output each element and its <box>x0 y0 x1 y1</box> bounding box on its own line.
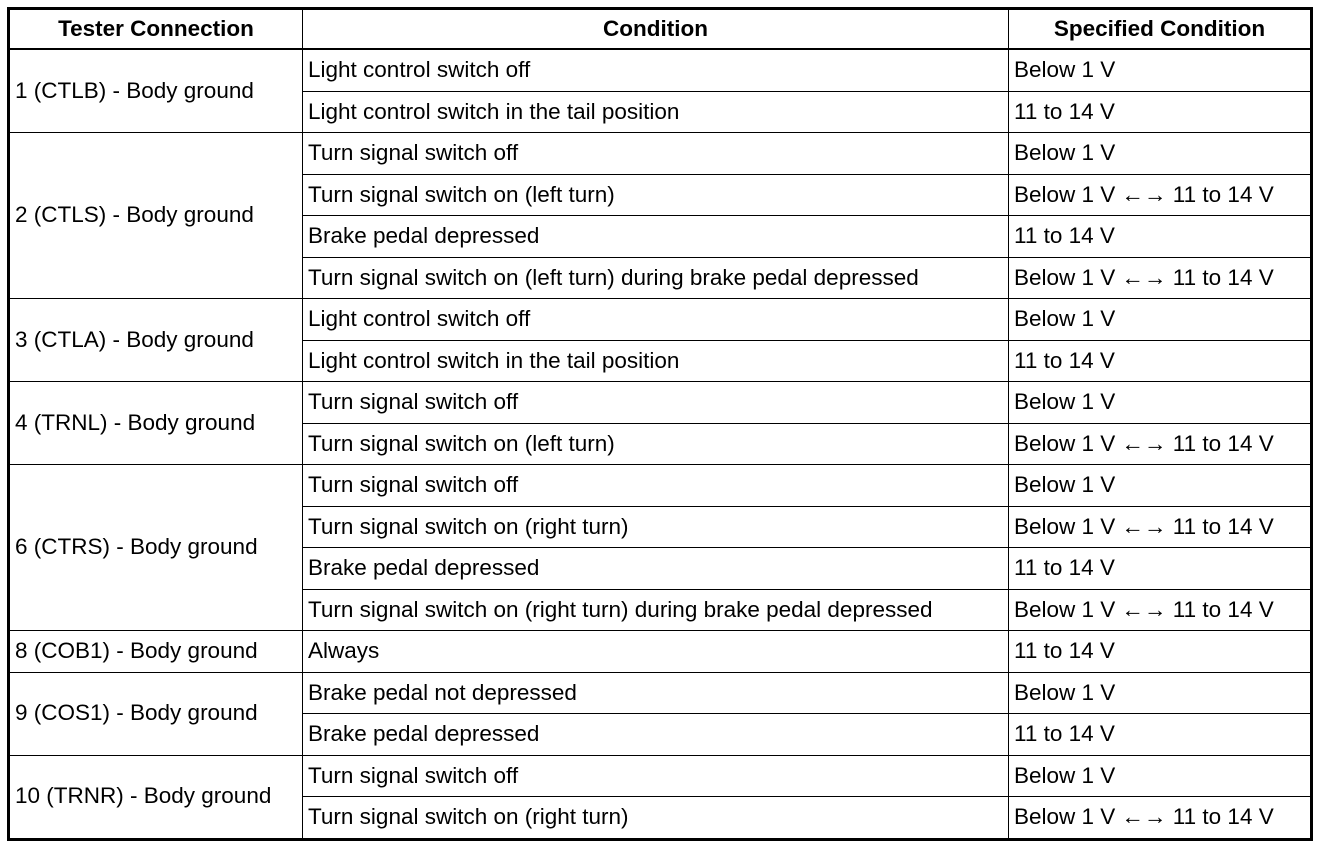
condition-cell: Always <box>303 631 1009 673</box>
condition-cell: Turn signal switch on (left turn) during brake pedal depressed <box>303 257 1009 299</box>
specified-condition-cell: Below 1 V ←→ 11 to 14 V <box>1009 423 1312 465</box>
table-row <box>9 755 1312 797</box>
specified-condition-cell: Below 1 V <box>1009 465 1312 507</box>
specified-condition-cell: Below 1 V <box>1009 382 1312 424</box>
condition-cell: Brake pedal depressed <box>303 216 1009 258</box>
condition-cell: Turn signal switch on (right turn) <box>303 797 1009 840</box>
condition-cell: Light control switch in the tail position <box>303 340 1009 382</box>
tester-connection-cell: 3 (CTLA) - Body ground <box>9 299 303 382</box>
tester-connection-cell: 10 (TRNR) - Body ground <box>9 755 303 839</box>
table-header <box>9 9 1312 50</box>
condition-cell: Light control switch off <box>303 299 1009 341</box>
header-specified-condition: Specified Condition <box>1009 9 1312 50</box>
tester-connection-cell: 4 (TRNL) - Body ground <box>9 382 303 465</box>
header-tester-connection: Tester Connection <box>9 9 303 50</box>
condition-cell: Brake pedal depressed <box>303 714 1009 756</box>
specified-condition-cell: Below 1 V <box>1009 755 1312 797</box>
condition-cell: Turn signal switch on (left turn) <box>303 174 1009 216</box>
specified-condition-cell: Below 1 V ←→ 11 to 14 V <box>1009 797 1312 840</box>
tester-connection-cell: 2 (CTLS) - Body ground <box>9 133 303 299</box>
condition-cell: Light control switch in the tail position <box>303 91 1009 133</box>
specified-condition-cell: 11 to 14 V <box>1009 91 1312 133</box>
table-body <box>9 49 1312 839</box>
table-row <box>9 672 1312 714</box>
specified-condition-cell: Below 1 V <box>1009 672 1312 714</box>
specified-condition-cell: 11 to 14 V <box>1009 548 1312 590</box>
specified-condition-cell: Below 1 V ←→ 11 to 14 V <box>1009 589 1312 631</box>
condition-cell: Light control switch off <box>303 49 1009 91</box>
condition-cell: Turn signal switch on (left turn) <box>303 423 1009 465</box>
header-condition: Condition <box>303 9 1009 50</box>
specified-condition-cell: Below 1 V ←→ 11 to 14 V <box>1009 506 1312 548</box>
table-row <box>9 465 1312 507</box>
tester-connection-cell: 6 (CTRS) - Body ground <box>9 465 303 631</box>
header-row <box>9 9 1312 50</box>
specified-condition-cell: 11 to 14 V <box>1009 216 1312 258</box>
specified-condition-cell: Below 1 V ←→ 11 to 14 V <box>1009 257 1312 299</box>
tester-connection-cell: 1 (CTLB) - Body ground <box>9 49 303 133</box>
tester-connection-cell: 9 (COS1) - Body ground <box>9 672 303 755</box>
tester-connection-cell: 8 (COB1) - Body ground <box>9 631 303 673</box>
specified-condition-cell: Below 1 V ←→ 11 to 14 V <box>1009 174 1312 216</box>
condition-cell: Brake pedal depressed <box>303 548 1009 590</box>
specified-condition-cell: 11 to 14 V <box>1009 631 1312 673</box>
specified-condition-cell: 11 to 14 V <box>1009 714 1312 756</box>
table-row <box>9 382 1312 424</box>
condition-cell: Brake pedal not depressed <box>303 672 1009 714</box>
table-row <box>9 299 1312 341</box>
condition-cell: Turn signal switch off <box>303 382 1009 424</box>
condition-cell: Turn signal switch off <box>303 465 1009 507</box>
specified-condition-cell: 11 to 14 V <box>1009 340 1312 382</box>
condition-cell: Turn signal switch off <box>303 755 1009 797</box>
condition-cell: Turn signal switch on (right turn) <box>303 506 1009 548</box>
condition-cell: Turn signal switch off <box>303 133 1009 175</box>
condition-cell: Turn signal switch on (right turn) during brake pedal depressed <box>303 589 1009 631</box>
table-row <box>9 133 1312 175</box>
specified-condition-cell: Below 1 V <box>1009 299 1312 341</box>
spec-table <box>7 7 1313 841</box>
specified-condition-cell: Below 1 V <box>1009 49 1312 91</box>
table-row <box>9 631 1312 673</box>
table-row <box>9 49 1312 91</box>
specified-condition-cell: Below 1 V <box>1009 133 1312 175</box>
